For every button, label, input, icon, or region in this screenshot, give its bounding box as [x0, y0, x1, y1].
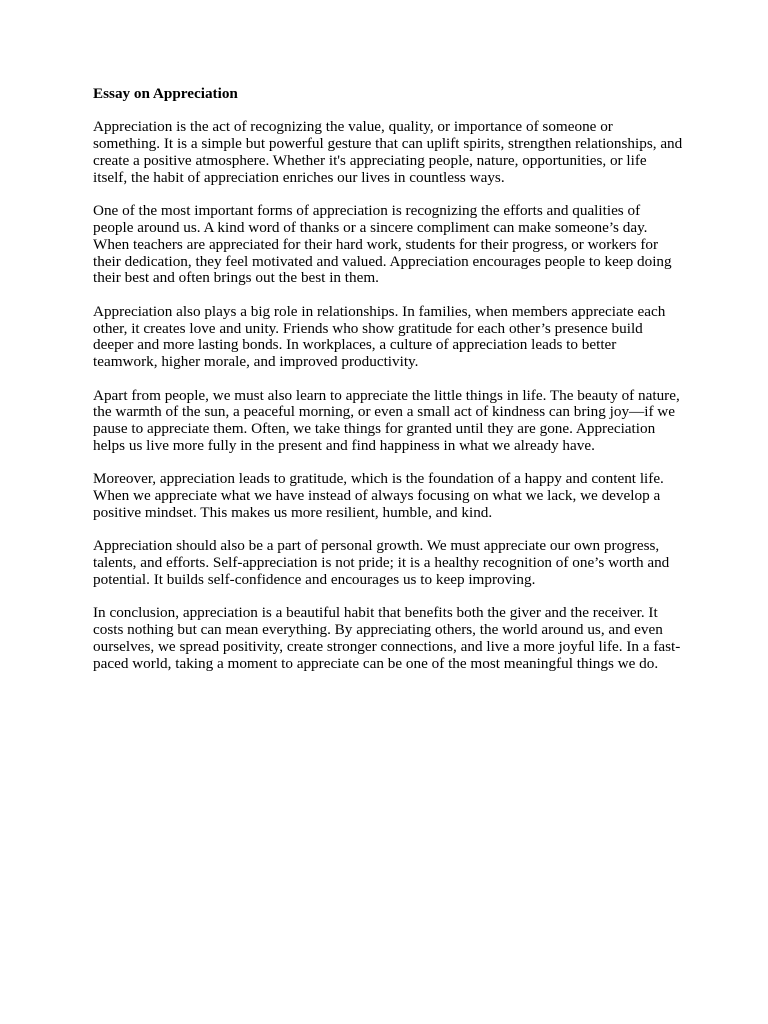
- document-title: Essay on Appreciation: [93, 85, 238, 102]
- paragraph-recognizing-efforts: One of the most important forms of appreciation is recognizing the efforts and qualities of people around us. A kind word of thanks or a sincere compliment can make someone’s day. When teachers are appreciated for their hard work, students for their progress, or workers for their dedication, they feel motivated and valued. Appreciation encourages people to keep doing their best and often brings out the best in them.: [93, 202, 672, 287]
- paragraph-little-things: Apart from people, we must also learn to appreciate the little things in life. The beauty of nature, the warmth of the sun, a peaceful morning, or even a small act of kindness can bring joy—if we pause to appreciate them. Often, we take things for granted until they are gone. Appreciation helps us live more fully in the present and find happiness in what we already have.: [93, 386, 680, 454]
- document-page: [93, 86, 683, 689]
- paragraph-gratitude: Moreover, appreciation leads to gratitude, which is the foundation of a happy and content life. When we appreciate what we have instead of always focusing on what we lack, we develop a positive mindset. This makes us more resilient, humble, and kind.: [93, 470, 664, 521]
- paragraph-personal-growth: Appreciation should also be a part of personal growth. We must appreciate our own progress, talents, and efforts. Self-appreciation is not pride; it is a healthy recognition of one’s worth and potential. It builds self-confidence and encourages us to keep improving.: [93, 537, 670, 588]
- paragraph-conclusion: In conclusion, appreciation is a beautiful habit that benefits both the giver and the receiver. It costs nothing but can mean everything. By appreciating others, the world around us, and even ourselves, we spread positivity, create stronger connections, and live a more joyful life. In a fast-paced world, taking a moment to appreciate can be one of the most meaningful things we do.: [93, 604, 681, 672]
- paragraph-relationships: Appreciation also plays a big role in relationships. In families, when members appreciate each other, it creates love and unity. Friends who show gratitude for each other’s presence build deeper and more lasting bonds. In workplaces, a culture of appreciation leads to better teamwork, higher morale, and improved productivity.: [93, 302, 666, 371]
- paragraph-introduction: Appreciation is the act of recognizing the value, quality, or importance of someone or something. It is a simple but powerful gesture that can uplift spirits, strengthen relationships, and create a positive atmosphere. Whether it's appreciating people, nature, opportunities, or life itself, the habit of appreciation enriches our lives in countless ways.: [93, 118, 683, 186]
